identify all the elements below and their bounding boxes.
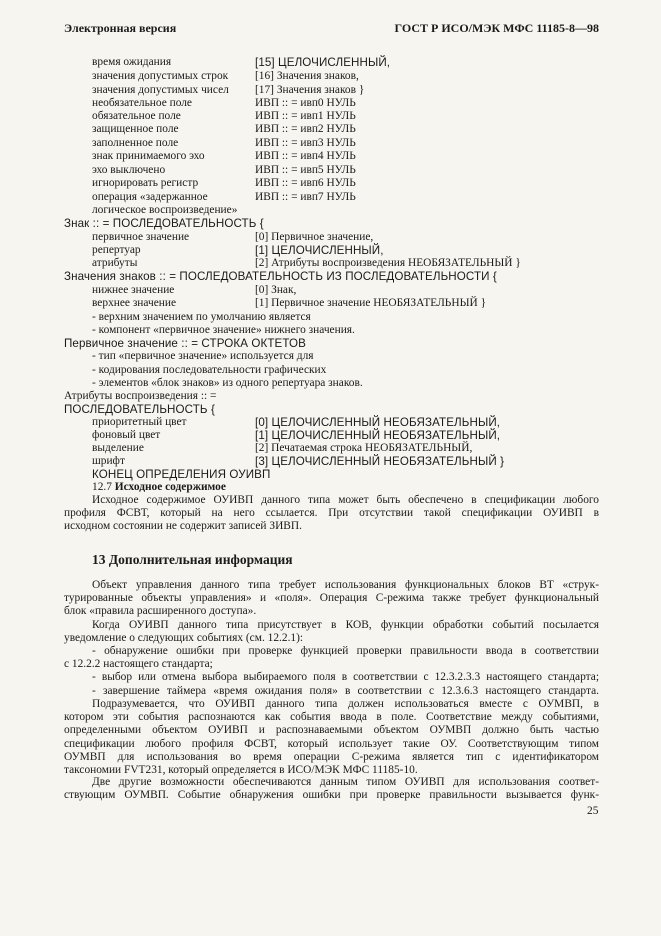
paragraph-line: котором эти события распознаются как события ввода в поле. Соответствие между событиями, xyxy=(64,711,599,724)
item-label: репертуар xyxy=(92,244,141,256)
section-13-heading: 13 Дополнительная информация xyxy=(92,552,293,567)
bullet-line: с 12.2.2 настоящего стандарта; xyxy=(64,658,213,671)
item-value: ИВП :: = ивп0 НУЛЬ xyxy=(255,97,356,109)
item-label: защищенное поле xyxy=(92,123,179,135)
paragraph xyxy=(64,494,599,534)
paragraph-line: исходном состоянии не содержит записей ЗИВП. xyxy=(64,520,302,533)
item-label: логическое воспроизведение» xyxy=(92,204,238,216)
attr-title: Атрибуты воспроизведения :: = xyxy=(64,390,217,402)
perv-title: Первичное значение :: = СТРОКА ОКТЕТОВ xyxy=(64,337,306,350)
item-value: [15] ЦЕЛОЧИСЛЕННЫЙ, xyxy=(255,56,391,69)
paragraph-line: турированные объекты управления» и «поля». Операция С-режима также требует функциональный xyxy=(64,592,599,605)
item-label: значения допустимых чисел xyxy=(92,84,229,96)
item-value: [0] ЦЕЛОЧИСЛЕННЫЙ НЕОБЯЗАТЕЛЬНЫЙ, xyxy=(255,416,501,429)
item-label: нижнее значение xyxy=(92,284,175,296)
item-value: [17] Значения знаков } xyxy=(255,84,365,96)
item-value: [16] Значения знаков, xyxy=(255,70,359,82)
paragraph-line: таксономии FVT231, который определяется в ИСО/МЭК МФС 11185-10. xyxy=(64,763,418,776)
item-label: игнорировать регистр xyxy=(92,177,199,189)
item-label: обязательное поле xyxy=(92,110,181,122)
paragraph-line: Подразумевается, что ОУИВП данного типа должен использоваться вместе с ОУМВП, в xyxy=(92,698,599,710)
item-value: ИВП :: = ивп3 НУЛЬ xyxy=(255,137,356,149)
item-label: заполненное поле xyxy=(92,137,179,149)
paragraph-line: блок «правила расширенного доступа». xyxy=(64,605,257,618)
paragraph-line: определенными объектом ОУИВП и распознаваемыми объектом ОУМВП должно быть частью xyxy=(64,724,599,737)
paragraph-line: профиля ФСВТ, который на него ссылается. При отсутствии такой спецификации ОУИВП в xyxy=(64,507,599,520)
item-label: выделение xyxy=(92,442,144,454)
item-value: [0] Знак, xyxy=(255,284,297,296)
section-heading xyxy=(92,481,226,494)
paragraph xyxy=(64,579,599,619)
item-label: знак принимаемого эхо xyxy=(92,150,205,162)
item-value: ИВП :: = ивп7 НУЛЬ xyxy=(255,191,356,203)
item-value: ИВП :: = ивп2 НУЛЬ xyxy=(255,123,356,135)
item-label: значения допустимых строк xyxy=(92,70,229,82)
item-value: [1] ЦЕЛОЧИСЛЕННЫЙ, xyxy=(255,244,384,257)
item-value: [2] Атрибуты воспроизведения НЕОБЯЗАТЕЛЬНЫЙ } xyxy=(255,257,521,269)
paragraph-line: Две другие возможности обеспечиваются данным типом ОУИВП для использования соответ- xyxy=(92,776,599,788)
item-value: [1] ЦЕЛОЧИСЛЕННЫЙ НЕОБЯЗАТЕЛЬНЫЙ, xyxy=(255,429,501,442)
paragraph-line: Когда ОУИВП данного типа присутствует в КОВ, функции обработки событий посылается xyxy=(92,619,599,631)
paragraph-line: ствующим ОУМВП. Событие обнаружения ошибки при проверке правильности вызывается функ- xyxy=(64,789,599,802)
item-label: приоритетный цвет xyxy=(92,416,187,428)
item-label: необязательное поле xyxy=(92,97,192,109)
item-value: [0] Первичное значение, xyxy=(255,231,374,243)
paragraph-line: Объект управления данного типа требует использования функциональных блоков ВТ «струк- xyxy=(92,579,599,591)
item-value: ИВП :: = ивп4 НУЛЬ xyxy=(255,150,356,162)
item-label: фоновый цвет xyxy=(92,429,161,441)
note-line: - тип «первичное значение» используется для xyxy=(92,350,314,362)
bullet-line: - завершение таймера «время ожидания поля» в соответствии с 12.3.6.3 настоящего стандарта. xyxy=(92,684,599,697)
paragraph-line: ОУМВП для использования во время операции С-режима является тип с идентификатором xyxy=(64,750,599,763)
section-title: Исходное содержимое xyxy=(114,481,226,493)
item-label: первичное значение xyxy=(92,231,190,243)
section-number: 12.7 xyxy=(92,481,112,493)
note-line: - элементов «блок знаков» из одного репертуара знаков. xyxy=(92,377,363,389)
header-edition: Электронная версия xyxy=(64,21,177,35)
paragraph xyxy=(64,698,599,777)
note-line: - кодирования последовательности графических xyxy=(92,364,327,376)
page-number: 25 xyxy=(587,805,599,817)
bullet-line: - обнаружение ошибки при проверке функцией проверки правильности ввода в соответствии xyxy=(92,645,599,657)
bullet-line: - выбор или отмена выбора выбираемого поля в соответствии с 12.3.2.3.3 настоящего стандарта; xyxy=(92,671,599,684)
item-value: ИВП :: = ивп5 НУЛЬ xyxy=(255,164,356,176)
item-value: ИВП :: = ивп1 НУЛЬ xyxy=(255,110,356,122)
item-label: шрифт xyxy=(92,455,125,467)
paragraph-line: уведомление о следующих событиях (см. 12.2.1): xyxy=(64,632,304,645)
attr-title-2: ПОСЛЕДОВАТЕЛЬНОСТЬ { xyxy=(64,403,215,416)
paragraph-line: спецификации любого профиля ФСВТ, который использует такие ОУ. Соответствующим типом xyxy=(64,737,599,750)
paragraph xyxy=(64,619,599,645)
item-value: [1] Первичное значение НЕОБЯЗАТЕЛЬНЫЙ } xyxy=(255,297,487,309)
item-label: атрибуты xyxy=(92,257,138,269)
paragraph xyxy=(64,776,599,802)
item-label: верхнее значение xyxy=(92,297,177,309)
znak-title: Знак :: = ПОСЛЕДОВАТЕЛЬНОСТЬ { xyxy=(64,217,264,230)
item-value: [2] Печатаемая строка НЕОБЯЗАТЕЛЬНЫЙ, xyxy=(255,442,473,454)
item-value: [3] ЦЕЛОЧИСЛЕННЫЙ НЕОБЯЗАТЕЛЬНЫЙ } xyxy=(255,455,505,468)
item-value: ИВП :: = ивп6 НУЛЬ xyxy=(255,177,356,189)
bullet-list xyxy=(64,645,599,698)
item-label: время ожидания xyxy=(92,56,172,68)
note-line: - компонент «первичное значение» нижнего значения. xyxy=(92,324,355,336)
header-standard: ГОСТ Р ИСО/МЭК МФС 11185-8—98 xyxy=(394,21,599,35)
item-label: операция «задержанное xyxy=(92,191,208,203)
znach-title: Значения знаков :: = ПОСЛЕДОВАТЕЛЬНОСТЬ ИЗ ПОСЛЕДОВАТЕЛЬНОСТИ { xyxy=(64,270,497,283)
note-line: - верхним значением по умолчанию является xyxy=(92,311,311,323)
item-label: эхо выключено xyxy=(92,164,166,176)
paragraph-line: Исходное содержимое ОУИВП данного типа может быть обеспечено в спецификации любого xyxy=(92,494,599,506)
end-definition: КОНЕЦ ОПРЕДЕЛЕНИЯ ОУИВП xyxy=(92,468,271,481)
